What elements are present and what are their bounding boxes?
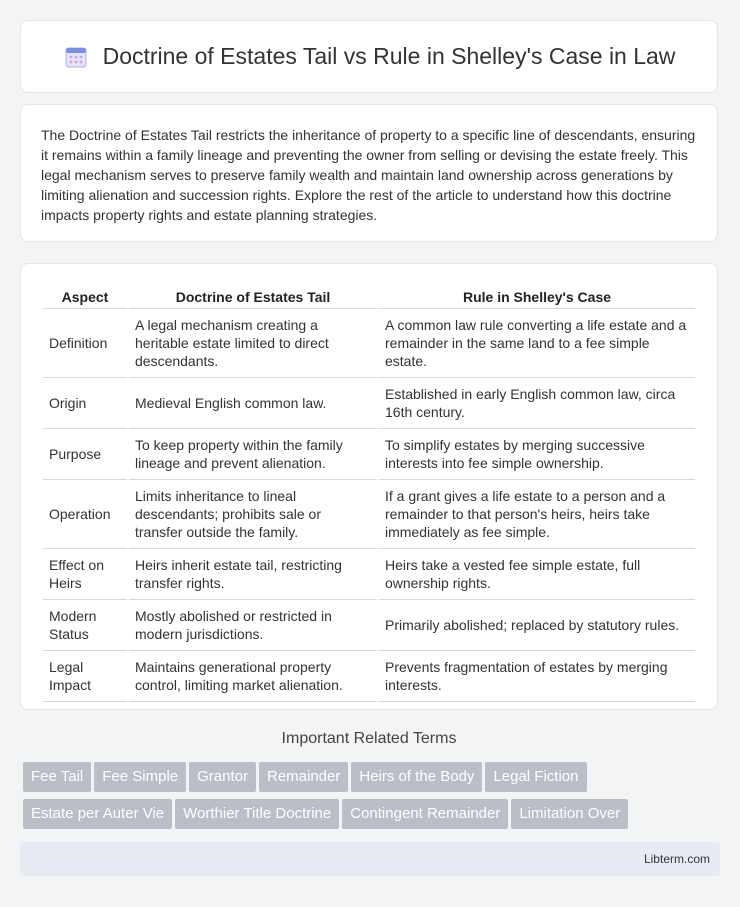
table-header-row [43, 284, 695, 309]
related-terms-tags [23, 762, 723, 836]
comparison-table [41, 284, 697, 702]
row-aspect: Purpose [43, 429, 127, 480]
row-aspect: Definition [43, 309, 127, 378]
comparison-card [20, 263, 718, 710]
row-estates-tail: Maintains generational property control, limiting market alienation. [129, 651, 377, 702]
row-estates-tail: Limits inheritance to lineal descendants; prohibits sale or transfer outside the family. [129, 480, 377, 549]
row-estates-tail: Heirs inherit estate tail, restricting transfer rights. [129, 549, 377, 600]
row-shelleys-case: Prevents fragmentation of estates by merging interests. [379, 651, 695, 702]
intro-card [20, 104, 718, 242]
row-aspect: Operation [43, 480, 127, 549]
row-shelleys-case: A common law rule converting a life estate and a remainder in the same land to a fee simple estate. [379, 309, 695, 378]
related-term-tag[interactable]: Fee Tail [23, 762, 91, 792]
row-estates-tail: Medieval English common law. [129, 378, 377, 429]
row-shelleys-case: To simplify estates by merging successive interests into fee simple ownership. [379, 429, 695, 480]
page-title: Doctrine of Estates Tail vs Rule in Shelley's Case in Law [102, 43, 676, 69]
row-aspect: Origin [43, 378, 127, 429]
row-estates-tail: To keep property within the family lineage and prevent alienation. [129, 429, 377, 480]
footer-site: Libterm.com [643, 852, 710, 866]
table-row [43, 429, 695, 480]
related-term-tag[interactable]: Grantor [189, 762, 256, 792]
table-row [43, 549, 695, 600]
row-shelleys-case: Established in early English common law, circa 16th century. [379, 378, 695, 429]
related-terms-title: Important Related Terms [281, 730, 457, 747]
intro-paragraph: The Doctrine of Estates Tail restricts the inheritance of property to a specific line of descendants, ensuring it remains within a family lineage and preventing the owner from selling or devising the estate freely. This legal mechanism serves to preserve family wealth and maintain land ownership across generations by limiting alienation and succession rights. Explore the rest of the article to understand how this doctrine impacts property rights and estate planning strategies. [41, 127, 696, 223]
related-term-tag[interactable]: Fee Simple [94, 762, 186, 792]
related-term-tag[interactable]: Contingent Remainder [342, 799, 508, 829]
table-row [43, 600, 695, 651]
calendar-grid-icon [63, 44, 89, 70]
table-row [43, 480, 695, 549]
title-card [20, 20, 718, 93]
row-shelleys-case: Primarily abolished; replaced by statutory rules. [379, 600, 695, 651]
row-aspect: Modern Status [43, 600, 127, 651]
related-term-tag[interactable]: Limitation Over [511, 799, 628, 829]
related-term-tag[interactable]: Heirs of the Body [351, 762, 482, 792]
table-row [43, 651, 695, 702]
header-estates-tail: Doctrine of Estates Tail [129, 284, 377, 309]
related-term-tag[interactable]: Worthier Title Doctrine [175, 799, 339, 829]
row-shelleys-case: If a grant gives a life estate to a person and a remainder to that person's heirs, heirs take immediately as fee simple. [379, 480, 695, 549]
row-aspect: Effect on Heirs [43, 549, 127, 600]
footer [20, 842, 720, 876]
related-term-tag[interactable]: Remainder [259, 762, 348, 792]
row-estates-tail: A legal mechanism creating a heritable estate limited to direct descendants. [129, 309, 377, 378]
row-shelleys-case: Heirs take a vested fee simple estate, full ownership rights. [379, 549, 695, 600]
related-terms-section [20, 730, 718, 748]
table-row [43, 378, 695, 429]
row-estates-tail: Mostly abolished or restricted in modern jurisdictions. [129, 600, 377, 651]
header-shelleys-case: Rule in Shelley's Case [379, 284, 695, 309]
row-aspect: Legal Impact [43, 651, 127, 702]
related-term-tag[interactable]: Legal Fiction [485, 762, 586, 792]
header-aspect: Aspect [43, 284, 127, 309]
related-term-tag[interactable]: Estate per Auter Vie [23, 799, 172, 829]
table-row [43, 309, 695, 378]
